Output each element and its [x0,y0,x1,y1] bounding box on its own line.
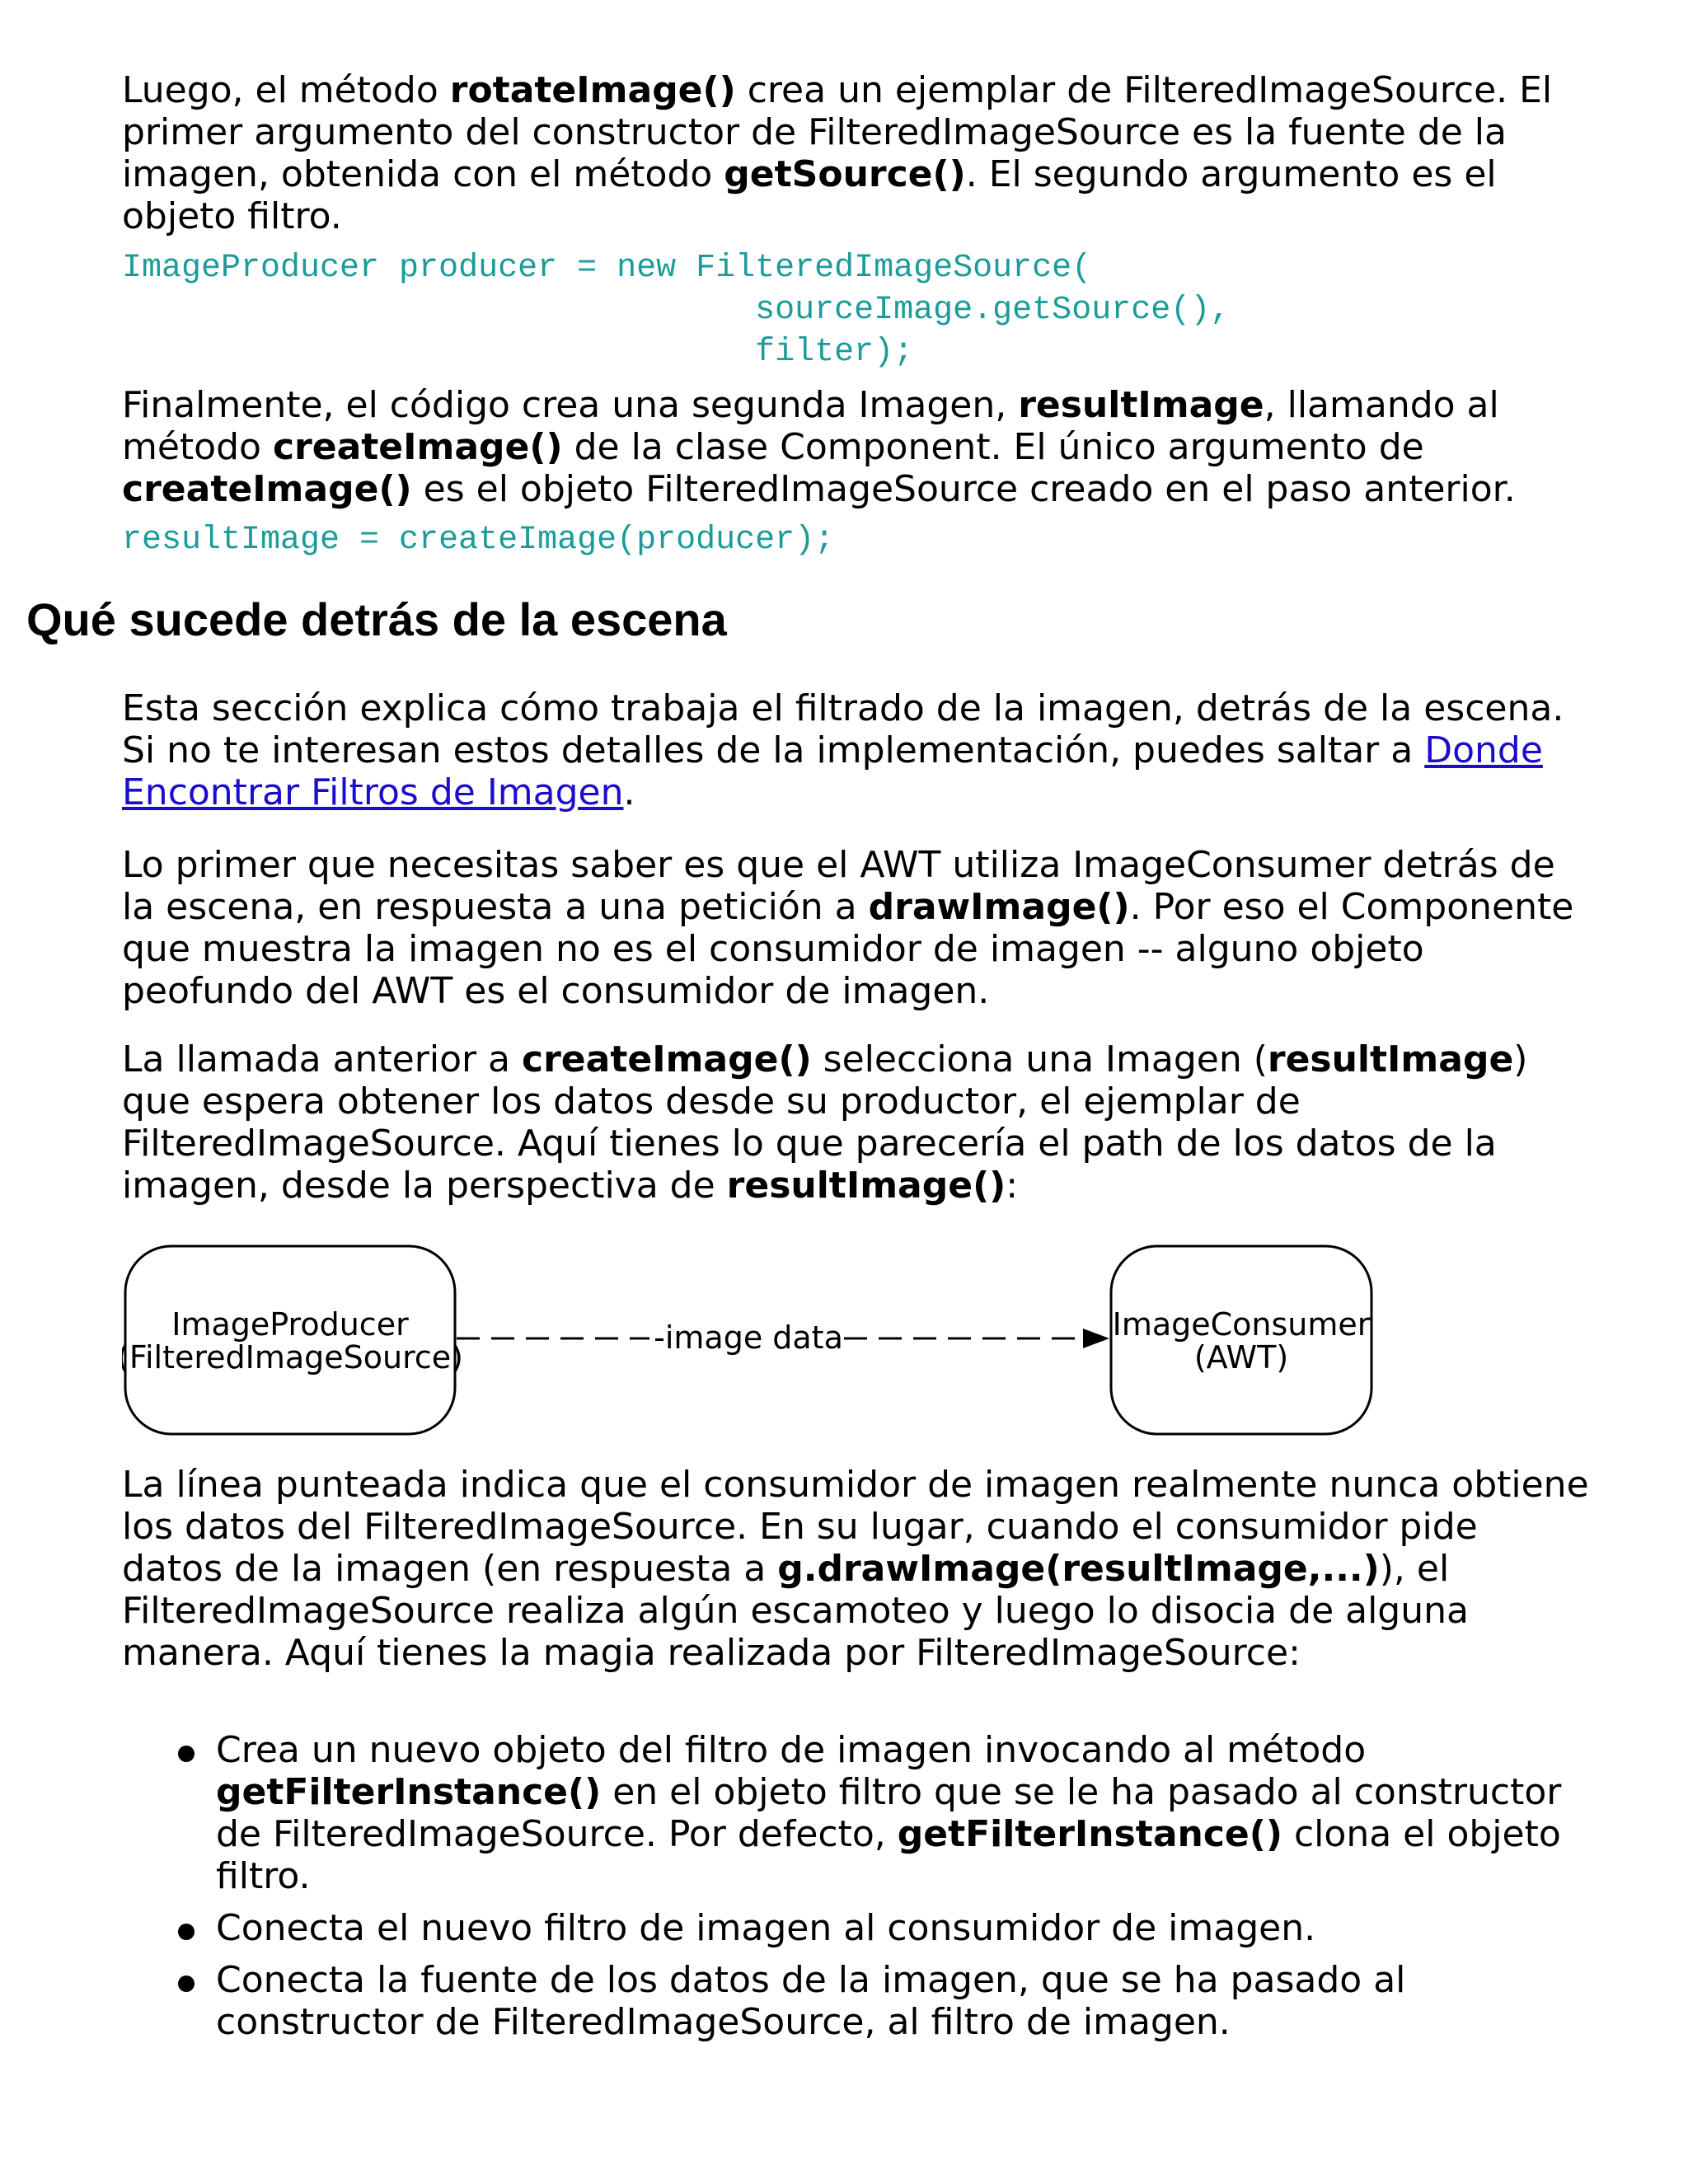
list-item [122,1729,1589,1897]
image-producer-sublabel: (FilteredImageSource) [122,1339,463,1376]
bullet-icon [178,1746,195,1762]
method-draw-image: drawImage() [868,886,1130,928]
text: . Por eso el Componente que muestra la imagen no es el consumidor de imagen -- alguno objeto peofundo del AWT es el consumidor de imagen. [122,886,1574,1012]
paragraph-section-intro [122,687,1589,813]
text: Lo primer que necesitas saber es que el AWT utiliza ImageConsumer detrás de la escena, en respuesta a una petición a [122,844,1555,928]
paragraph-dotted-line-explanation [122,1464,1589,1674]
paragraph-filtered-image-source [122,69,1589,237]
text: clona el objeto filtro. [216,1813,1561,1897]
text: Luego, el método [122,69,450,111]
text: ) que espera obtener los datos desde su productor, el ejemplar de FilteredImageSource. Aquí tienes lo que parecería el path de los datos de la imagen, desde la perspectiva de [122,1038,1528,1207]
text: Finalmente, el código crea una segunda Imagen, [122,384,1019,426]
method-create-image: createImage() [522,1038,812,1080]
diagram-svg [122,1243,1383,1441]
section-heading: Qué sucede detrás de la escena [26,593,727,645]
code-line: filter); [122,334,914,371]
text: , llamando al método [122,384,1499,468]
method-get-source: getSource() [724,153,966,195]
text: La llamada anterior a [122,1038,523,1080]
code-line: sourceImage.getSource(), [122,292,1231,329]
image-consumer-label: ImageConsumer [1112,1306,1371,1343]
text: : [1006,1165,1019,1207]
arrowhead-icon [1083,1329,1109,1348]
term-result-image: resultImage [1018,384,1264,426]
text: Crea un nuevo objeto del filtro de imagen invocando al método [216,1729,1367,1771]
term-result-image: resultImage [1267,1038,1514,1080]
magic-steps-list [122,1729,1589,2053]
method-result-image: resultImage() [726,1165,1006,1207]
text: . El segundo argumento es el objeto filtro. [122,153,1497,237]
paragraph-awt-image-consumer [122,844,1589,1012]
code-block-result-image [122,519,834,561]
arrow-label: -image data [654,1319,843,1356]
text: ), el FilteredImageSource realiza algún escamoteo y luego lo disocia de alguna manera. Aquí tienes la magia realizada por FilteredImageSource: [122,1548,1469,1674]
bullet-icon [178,1975,195,1992]
text: Esta sección explica cómo trabaja el filtrado de la imagen, detrás de la escena. Si no te interesan estos detalles de la implementación, puedes saltar a [122,687,1564,771]
text: La línea punteada indica que el consumidor de imagen realmente nunca obtiene los datos del FilteredImageSource. En su lugar, cuando el consumidor pide datos de la imagen (en respuesta a [122,1464,1589,1590]
image-consumer-sublabel: (AWT) [1193,1339,1289,1376]
text: en el objeto filtro que se le ha pasado al constructor de FilteredImageSource. Por defecto, [216,1771,1562,1855]
list-item [122,1907,1589,1949]
code-block-producer [122,247,1230,373]
paragraph-create-image [122,384,1589,510]
method-g-draw-image: g.drawImage(resultImage,...) [777,1548,1380,1590]
method-rotate-image: rotateImage() [449,69,736,111]
list-item [122,1959,1589,2043]
image-data-path-diagram [122,1243,1383,1441]
text: Conecta la fuente de los datos de la imagen, que se ha pasado al constructor de FilteredImageSource, al filtro de imagen. [216,1959,1406,2043]
code-line: ImageProducer producer = new FilteredImageSource( [122,250,1092,287]
code-line: resultImage = createImage(producer); [122,522,835,559]
link-donde-encontrar-filtros[interactable]: Donde Encontrar Filtros de Imagen [122,729,1543,813]
text: es el objeto FilteredImageSource creado en el paso anterior. [411,468,1516,510]
text: Conecta el nuevo filtro de imagen al consumidor de imagen. [216,1907,1316,1949]
method-get-filter-instance: getFilterInstance() [897,1813,1282,1855]
paragraph-result-image-path [122,1038,1589,1207]
text: selecciona una Imagen ( [811,1038,1268,1080]
image-producer-label: ImageProducer [171,1306,409,1343]
text: crea un ejemplar de FilteredImageSource. El primer argumento del constructor de FilteredImageSource es la fuente de la imagen, obtenida con el método [122,69,1553,195]
bullet-icon [178,1924,195,1940]
method-create-image: createImage() [122,468,412,510]
method-get-filter-instance: getFilterInstance() [216,1771,602,1813]
text: de la clase Component. El único argumento de [562,426,1424,468]
method-create-image: createImage() [272,426,563,468]
text: . [623,771,635,813]
